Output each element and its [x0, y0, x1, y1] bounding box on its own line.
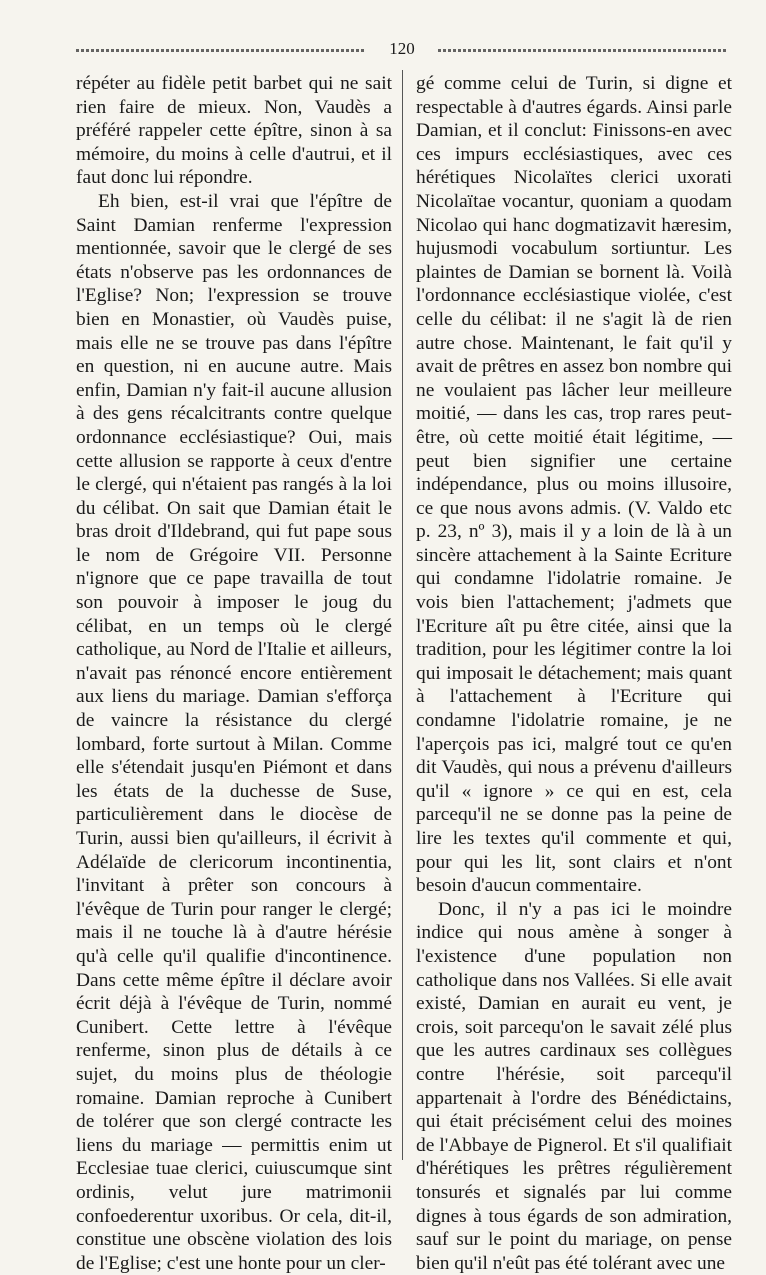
right-paragraph-2: Donc, il n'y a pas ici le moindre indice qui nous amène à songer à l'existence d'une population non catholique dans nos Vallées. Si elle avait existé, Damian en aurait eu vent, je crois, soit parcequ'on le savait zélé plus que les autres cardinaux ses collègues contre l'hérésie, soit parcequ'il appartenait à l'ordre des Bénédictains, qui était précisément celui des moines de l'Abbaye de Pignerol. Et s'il qualifiait d'hérétiques les prêtres régulièrement tonsurés et signalés par lui comme dignes à tous égards de son admiration, sauf sur le point du mariage, on pense bien qu'il n'eût pas été tolérant avec une	[416, 898, 732, 1274]
page-number: 120	[389, 39, 415, 58]
page-header	[76, 38, 728, 62]
left-column	[76, 72, 392, 1275]
header-rule-left	[76, 49, 366, 52]
right-column	[416, 72, 732, 1275]
column-divider	[402, 70, 403, 1160]
header-rule-right	[438, 49, 728, 52]
right-paragraph-1: gé comme celui de Turin, si digne et respectable à d'autres égards. Ainsi parle Damian, et il conclut: Finissons-en avec ces impurs ecclésiastiques, avec ces hérétiques Nicolaïtes clerici uxorati Nicolaïtae vocantur, quoniam a quodam Nicolao qui hanc dogmatizavit hæresim, hujusmodi vocabulum sortiuntur. Les plaintes de Damian se bornent là. Voilà l'ordonnance ecclésiastique violée, c'est celle du célibat: il ne s'agit là de rien autre chose. Maintenant, le fait qu'il y avait de prêtres en assez bon nombre qui ne voulaient pas lâcher leur meilleure moitié, — dans les cas, trop rares peut-être, où cette moitié était légitime, — peut bien signifier une certaine indépendance, plus ou moins illusoire, ce que nous avons admis. (V. Valdo etc p. 23, nº 3), mais il y a loin de là à un sincère attachement à la Sainte Ecriture qui condamne l'idolatrie romaine. Je vois bien l'attachement; j'admets que l'Ecriture aît pu être citée, ainsi que la tradition, pour les légitimer contre la loi qui imposait le détachement; mais quant à l'attachement à l'Ecriture qui condamne l'idolatrie romaine, je ne l'aperçois pas ici, malgré tout ce qu'en dit Vaudès, qui nous a prévenu d'ailleurs qu'il « ignore » ce qui en est, cela parcequ'il ne se donne pas la peine de lire les textes qu'il commente et qui, pour qui les lit, sont clairs et n'ont besoin d'aucun commentaire.	[416, 73, 732, 897]
left-paragraph-2: Eh bien, est-il vrai que l'épître de Saint Damian renferme l'expression mentionnée, savoir que le clergé de ses états n'observe pas les ordonnances de l'Eglise? Non; l'expression se trouve bien en Monastier, où Vaudès puise, mais elle ne se trouve pas dans l'épître en question, ni en aucune autre. Mais enfin, Damian n'y fait-il aucune allusion à des gens récalcitrants contre quelque ordonnance ecclésiastique? Oui, mais cette allusion se rapporte à ceux d'entre le clergé, qui n'étaient pas rangés à la loi du célibat. On sait que Damian était le bras droit d'Ildebrand, qui fut pape sous le nom de Grégoire VII. Personne n'ignore que ce pape travailla de tout son pouvoir à imposer le joug du célibat, en un temps où le clergé catholique, au Nord de l'Italie et ailleurs, n'avait pas rénoncé encore entièrement aux liens du mariage. Damian s'efforça de vaincre la résistance du clergé lombard, forte surtout à Milan. Comme elle s'étendait jusqu'en Piémont et dans les états de la duchesse de Suse, particulièrement dans le diocèse de Turin, aussi bien qu'ailleurs, il écrivit à Adélaïde de clericorum incontinentia, l'invitant à prêter son concours à l'évêque de Turin pour ranger le clergé; mais il ne touche là à d'autre hérésie qu'à celle qu'il qualifie d'incontinence. Dans cette même épître il déclare avoir écrit déjà à l'évêque de Turin, nommé Cunibert. Cette lettre à l'évêque renferme, sinon plus de détails à ce sujet, du moins plus de théologie romaine. Damian reproche à Cunibert de tolérer que son clergé contracte les liens du mariage — permittis enim ut Ecclesiae tuae clerici, cuiuscumque sint ordinis, velut jure matrimonii confoederentur uxoribus. Or cela, dit-il, constitue une obscène violation des lois de l'Eglise; c'est une honte pour un cler-	[76, 190, 392, 1274]
left-paragraph-1: répéter au fidèle petit barbet qui ne sait rien faire de mieux. Non, Vaudès a préféré rappeler cette épître, sinon à sa mémoire, du moins à celle d'autrui, et il faut donc lui répondre.	[76, 73, 392, 189]
